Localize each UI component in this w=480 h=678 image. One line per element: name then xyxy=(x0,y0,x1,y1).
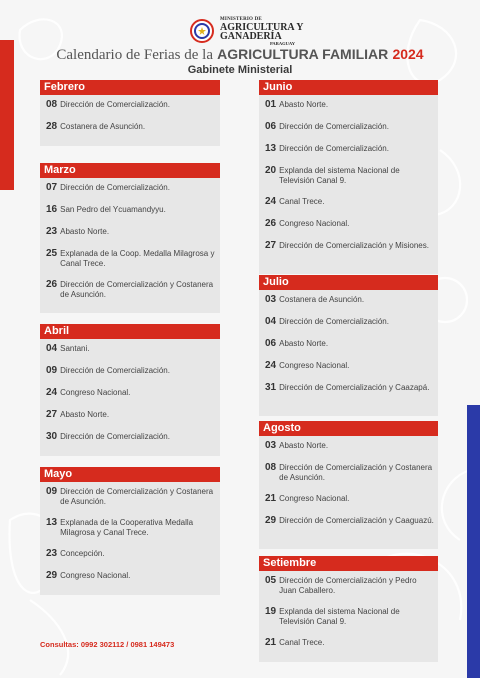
event-item xyxy=(46,99,216,121)
event-place: Congreso Nacional. xyxy=(60,571,131,580)
event-day: 04 xyxy=(46,343,58,354)
event-day: 13 xyxy=(46,517,58,528)
event-place: Dirección de Comercialización y Misiones. xyxy=(279,241,429,250)
event-day: 26 xyxy=(265,218,277,229)
event-day: 03 xyxy=(265,294,277,305)
event-day: 23 xyxy=(46,226,58,237)
event-item xyxy=(265,99,434,121)
month-block-agosto xyxy=(259,421,438,549)
event-day: 29 xyxy=(46,570,58,581)
event-item xyxy=(265,240,434,271)
event-day: 01 xyxy=(265,99,277,110)
event-place: Explanda del sistema Nacional de Televisión Canal 9. xyxy=(279,607,400,626)
month-block-setiembre xyxy=(259,556,438,662)
ministry-name xyxy=(220,17,303,46)
event-day: 08 xyxy=(265,462,277,473)
event-day: 20 xyxy=(265,165,277,176)
month-events xyxy=(40,339,220,456)
event-place: Dirección de Comercialización. xyxy=(279,122,389,131)
event-place: Abasto Norte. xyxy=(279,100,329,109)
event-place: Costanera de Asunción. xyxy=(279,295,365,304)
event-place: Explanada de la Coop. Medalla Milagrosa y Canal Trece. xyxy=(60,249,215,268)
month-block-febrero xyxy=(40,80,220,146)
event-day: 06 xyxy=(265,121,277,132)
event-place: Dirección de Comercialización. xyxy=(60,183,170,192)
event-place: Abasto Norte. xyxy=(279,339,329,348)
event-day: 29 xyxy=(265,515,277,526)
event-place: Congreso Nacional. xyxy=(279,494,350,503)
event-place: Santani. xyxy=(60,344,90,353)
event-item xyxy=(46,387,216,409)
event-day: 24 xyxy=(265,360,277,371)
event-day: 27 xyxy=(46,409,58,420)
event-item xyxy=(265,462,434,493)
event-day: 09 xyxy=(46,486,58,497)
event-item xyxy=(265,196,434,218)
event-item xyxy=(265,637,434,659)
event-place: Dirección de Comercialización. xyxy=(60,366,170,375)
event-place: Abasto Norte. xyxy=(60,227,110,236)
event-place: Costanera de Asunción. xyxy=(60,122,146,131)
event-item xyxy=(46,548,216,570)
event-day: 23 xyxy=(46,548,58,559)
event-place: Concepción. xyxy=(60,549,105,558)
month-events xyxy=(40,178,220,313)
month-header: Abril xyxy=(40,324,220,339)
event-item xyxy=(46,409,216,431)
right-blue-stripe xyxy=(467,405,480,678)
event-place: Dirección de Comercialización. xyxy=(279,317,389,326)
event-day: 30 xyxy=(46,431,58,442)
month-block-abril xyxy=(40,324,220,456)
event-day: 28 xyxy=(46,121,58,132)
month-header: Febrero xyxy=(40,80,220,95)
event-item xyxy=(46,431,216,453)
event-place: Dirección de Comercialización y Caaguazú. xyxy=(279,516,434,525)
ministry-line3: GANADERÍA xyxy=(220,31,282,42)
event-day: 19 xyxy=(265,606,277,617)
event-item xyxy=(265,382,434,413)
event-day: 16 xyxy=(46,204,58,215)
event-place: Congreso Nacional. xyxy=(60,388,131,397)
month-events xyxy=(259,571,438,662)
event-item xyxy=(265,575,434,606)
event-day: 08 xyxy=(46,99,58,110)
ministry-logo xyxy=(190,16,310,46)
event-item xyxy=(46,365,216,387)
event-item xyxy=(46,517,216,548)
event-item xyxy=(46,486,216,517)
contact-info: Consultas: 0992 302112 / 0981 149473 xyxy=(40,640,175,649)
month-block-marzo xyxy=(40,163,220,313)
month-events xyxy=(259,290,438,416)
month-header: Setiembre xyxy=(259,556,438,571)
event-place: Dirección de Comercialización y Costanera de Asunción. xyxy=(60,280,214,299)
event-place: Canal Trece. xyxy=(279,197,325,206)
month-events xyxy=(259,95,438,274)
event-place: Explanda del sistema Nacional de Televisión Canal 9. xyxy=(279,166,400,185)
event-item xyxy=(46,248,216,279)
month-block-junio xyxy=(259,80,438,274)
event-item xyxy=(265,493,434,515)
event-place: Dirección de Comercialización. xyxy=(279,144,389,153)
event-item xyxy=(265,143,434,165)
month-header: Agosto xyxy=(259,421,438,436)
paraguay-seal-icon xyxy=(190,19,214,43)
month-events xyxy=(40,482,220,595)
event-place: Congreso Nacional. xyxy=(279,219,350,228)
event-item xyxy=(265,294,434,316)
month-header: Junio xyxy=(259,80,438,95)
event-item xyxy=(265,165,434,196)
ministry-line4: PARAGUAY xyxy=(270,41,296,46)
ministry-line2: AGRICULTURA Y xyxy=(220,22,304,33)
month-header: Marzo xyxy=(40,163,220,178)
event-place: Abasto Norte. xyxy=(279,441,329,450)
event-place: Congreso Nacional. xyxy=(279,361,350,370)
event-item xyxy=(265,440,434,462)
month-header: Mayo xyxy=(40,467,220,482)
title-bold-part: AGRICULTURA FAMILIAR xyxy=(217,46,389,62)
event-day: 25 xyxy=(46,248,58,259)
event-place: Dirección de Comercialización y Pedro Juan Caballero. xyxy=(279,576,417,595)
event-day: 07 xyxy=(46,182,58,193)
event-place: Dirección de Comercialización y Caazapá. xyxy=(279,383,430,392)
event-day: 21 xyxy=(265,493,277,504)
event-item xyxy=(46,343,216,365)
event-day: 21 xyxy=(265,637,277,648)
event-day: 13 xyxy=(265,143,277,154)
event-day: 03 xyxy=(265,440,277,451)
page-subtitle: Gabinete Ministerial xyxy=(187,64,293,76)
event-item xyxy=(46,182,216,204)
month-events xyxy=(259,436,438,549)
month-header: Julio xyxy=(259,275,438,290)
event-item xyxy=(265,360,434,382)
event-day: 04 xyxy=(265,316,277,327)
event-item xyxy=(46,226,216,248)
event-item xyxy=(46,204,216,226)
event-day: 09 xyxy=(46,365,58,376)
title-year: 2024 xyxy=(392,46,424,62)
event-place: Abasto Norte. xyxy=(60,410,110,419)
event-item xyxy=(265,316,434,338)
event-place: Dirección de Comercialización. xyxy=(60,432,170,441)
event-place: Explanada de la Cooperativa Medalla Milagrosa y Canal Trece. xyxy=(60,518,194,537)
event-item xyxy=(265,121,434,143)
title-serif-part: Calendario de Ferias de la xyxy=(56,47,213,63)
event-place: Dirección de Comercialización y Costanera de Asunción. xyxy=(60,487,214,506)
ministry-line1: MINISTERIO DE xyxy=(220,17,262,22)
event-place: Canal Trece. xyxy=(279,638,325,647)
event-item xyxy=(265,606,434,637)
event-place: San Pedro del Ycuamandyyu. xyxy=(60,205,166,214)
page-title xyxy=(0,46,480,64)
month-block-mayo xyxy=(40,467,220,595)
event-item xyxy=(265,515,434,546)
month-events xyxy=(40,95,220,146)
event-day: 05 xyxy=(265,575,277,586)
event-day: 26 xyxy=(46,279,58,290)
event-day: 27 xyxy=(265,240,277,251)
month-block-julio xyxy=(259,275,438,416)
event-item xyxy=(265,338,434,360)
event-day: 24 xyxy=(265,196,277,207)
event-place: Dirección de Comercialización y Costanera de Asunción. xyxy=(279,463,433,482)
event-item xyxy=(265,218,434,240)
event-day: 24 xyxy=(46,387,58,398)
event-day: 31 xyxy=(265,382,277,393)
event-item xyxy=(46,570,216,592)
event-item xyxy=(46,279,216,310)
event-day: 06 xyxy=(265,338,277,349)
event-place: Dirección de Comercialización. xyxy=(60,100,170,109)
event-item xyxy=(46,121,216,143)
